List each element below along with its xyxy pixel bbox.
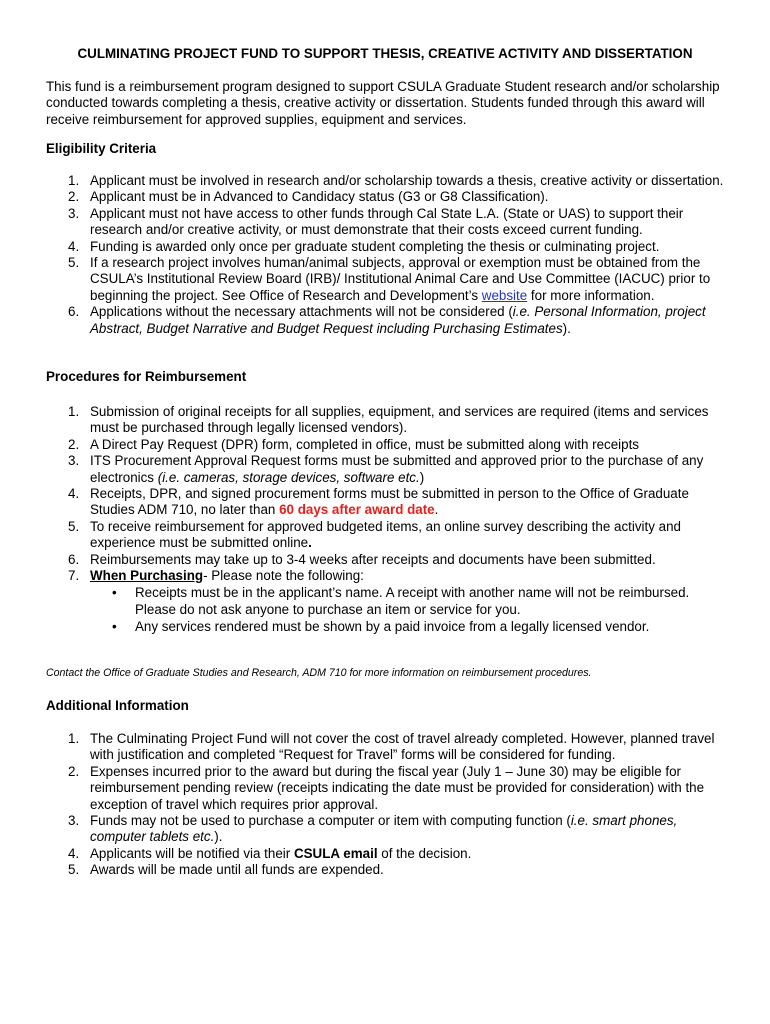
item-text-end: for more information. (527, 287, 655, 303)
item-text: The Culminating Project Fund will not cover the cost of travel already completed. However, planned travel with justification and completed “Request for Travel” forms will be considered for funding. (90, 731, 715, 763)
item-number: 7. (68, 568, 80, 584)
item-text-end: ). (562, 320, 571, 336)
list-item (46, 404, 726, 437)
list-item (46, 437, 726, 453)
item-text: A Direct Pay Request (DPR) form, completed in office, must be submitted along with receipts (90, 436, 640, 452)
item-text: Applicant must be in Advanced to Candidacy status (G3 or G8 Classification). (90, 189, 549, 205)
list-item (46, 173, 726, 189)
item-number: 3. (68, 453, 80, 469)
website-link[interactable]: website (481, 287, 528, 303)
item-number: 3. (68, 813, 80, 829)
item-number: 2. (68, 436, 80, 452)
item-number: 4. (68, 845, 80, 861)
item-text: Funding is awarded only once per graduate student completing the thesis or culminating project. (90, 238, 660, 254)
purchasing-bullets (90, 585, 726, 635)
list-item (46, 846, 726, 862)
item-number: 6. (68, 304, 80, 320)
item-number: 5. (68, 862, 80, 878)
eligibility-list (46, 173, 726, 337)
list-item (46, 304, 726, 337)
item-italic-text: (i.e. cameras, storage devices, software etc. (157, 469, 420, 485)
item-number: 5. (68, 518, 80, 534)
list-item (46, 189, 726, 205)
item-text: Applicant must not have access to other funds through Cal State L.A. (State or UAS) to support their research and/or creative activity, or must demonstrate that their costs exceed current funding. (90, 205, 684, 238)
eligibility-heading: Eligibility Criteria (46, 141, 157, 156)
bullet-text: Receipts must be in the applicant’s name. A receipt with another name will not be reimbursed. Please do not ask anyone to purchase an item or service for you. (135, 585, 690, 617)
list-item (46, 731, 726, 764)
list-item (46, 568, 726, 636)
item-text: Applications without the necessary attachments will not be considered ( (90, 304, 513, 320)
additional-list (46, 731, 726, 879)
bullet-text: Any services rendered must be shown by a paid invoice from a legally licensed vendor. (135, 619, 650, 635)
procedures-list (46, 404, 726, 636)
document-title: CULMINATING PROJECT FUND TO SUPPORT THESIS, CREATIVE ACTIVITY AND DISSERTATION (77, 46, 693, 61)
item-text: Applicants will be notified via their (90, 845, 294, 861)
item-text-end: . (308, 535, 312, 551)
item-text: Receipts, DPR, and signed procurement forms must be submitted in person to the Office of Graduate Studies ADM 710, no later than (90, 486, 689, 518)
contact-note: Contact the Office of Graduate Studies and Research, ADM 710 for more information on reimbursement procedures. (46, 667, 592, 679)
additional-heading: Additional Information (46, 698, 189, 713)
list-item (46, 519, 726, 552)
csula-email-emphasis: CSULA email (293, 845, 378, 861)
bullet-icon: • (112, 585, 117, 601)
procedures-heading: Procedures for Reimbursement (46, 369, 247, 384)
item-text: - Please note the following: (203, 568, 364, 584)
item-number: 5. (68, 255, 80, 271)
item-text-end: ). (214, 829, 223, 845)
list-item (46, 255, 726, 304)
when-purchasing-label: When Purchasing (90, 568, 204, 584)
item-text-end: . (434, 502, 439, 518)
item-text: Awards will be made until all funds are expended. (90, 862, 384, 878)
item-number: 2. (68, 189, 80, 205)
bullet-icon: • (112, 619, 117, 635)
item-number: 1. (68, 173, 80, 188)
item-text-end: of the decision. (377, 845, 472, 861)
item-number: 2. (68, 763, 80, 779)
item-italic-text: i.e. Personal Information, project Abstract, Budget Narrative and Budget Request including Purchasing Estimates (90, 304, 706, 336)
item-text: Applicant must be involved in research and/or scholarship towards a thesis, creative activity or dissertation. (90, 173, 724, 188)
list-item (46, 239, 726, 255)
item-text: To receive reimbursement for approved budgeted items, an online survey describing the activity and experience must be submitted online (90, 518, 681, 551)
intro-paragraph: This fund is a reimbursement program designed to support CSULA Graduate Student research and/or scholarship conducted towards completing a thesis, creative activity or dissertation. Students funded through this award will receive reimbursement for approved supplies, equipment and services. (46, 79, 720, 127)
item-text-end: ) (419, 469, 425, 485)
item-number: 1. (68, 731, 80, 746)
item-number: 6. (68, 551, 80, 567)
list-item (46, 862, 726, 878)
item-number: 3. (68, 205, 80, 221)
item-text: Expenses incurred prior to the award but during the fiscal year (July 1 – June 30) may be eligible for reimbursement pending review (receipts indicating the date must be provided for consideration) with the exception of travel which requires prior approval. (90, 763, 705, 812)
list-item (46, 453, 726, 486)
item-number: 1. (68, 404, 80, 419)
deadline-highlight: 60 days after award date (279, 502, 435, 518)
bullet-item (90, 585, 726, 618)
item-text: Reimbursements may take up to 3-4 weeks after receipts and documents have been submitted. (90, 551, 656, 567)
item-italic-text: i.e. smart phones, computer tablets etc. (90, 813, 678, 845)
list-item (46, 813, 726, 846)
list-item (46, 552, 726, 568)
list-item (46, 206, 726, 239)
bullet-item (90, 619, 726, 635)
item-number: 4. (68, 486, 80, 502)
list-item (46, 486, 726, 519)
item-text: ITS Procurement Approval Request forms must be submitted and approved prior to the purchase of any electronics (90, 453, 704, 485)
item-number: 4. (68, 238, 80, 254)
item-text: If a research project involves human/animal subjects, approval or exemption must be obtained from the CSULA’s Institutional Review Board (IRB)/ Institutional Animal Care and Use Committee (IACUC) prior to beginning the project. See Office of Research and Development’s (90, 255, 711, 303)
item-text: Submission of original receipts for all supplies, equipment, and services are required (items and services must be purchased through legally licensed vendors). (90, 404, 709, 436)
item-text: Funds may not be used to purchase a computer or item with computing function ( (90, 813, 571, 829)
list-item (46, 764, 726, 813)
